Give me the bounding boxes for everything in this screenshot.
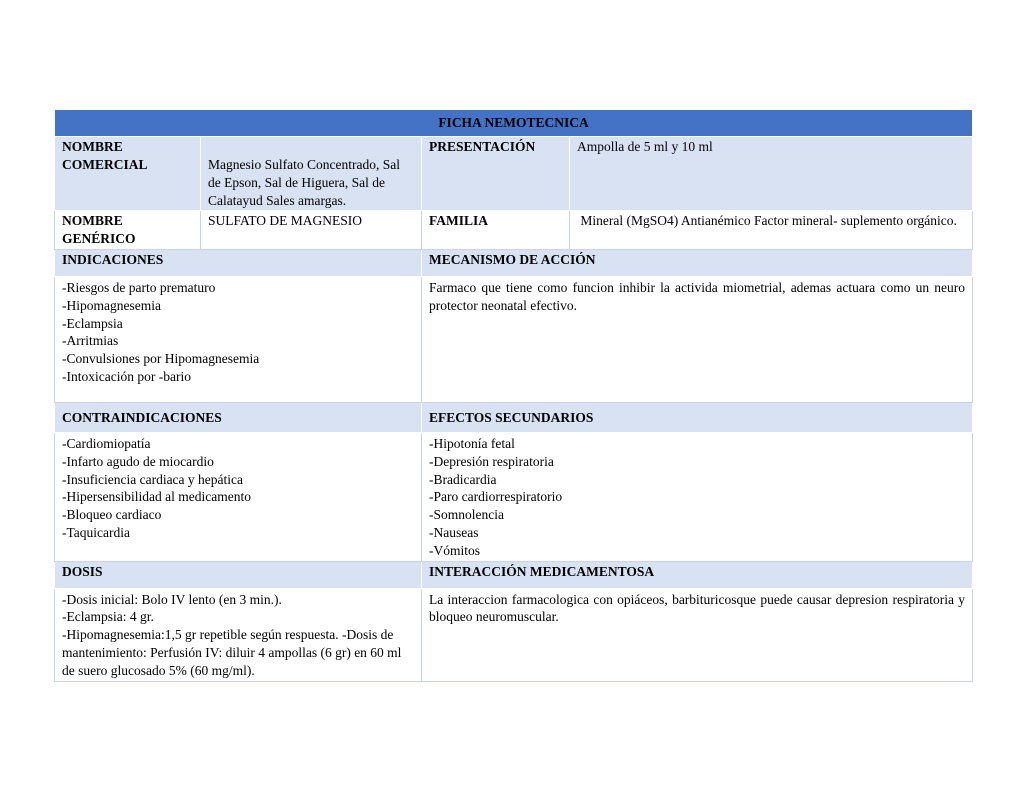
contraindicaciones-content-row bbox=[55, 432, 973, 561]
ficha-nemotecnica-table bbox=[54, 109, 973, 682]
indicaciones-label: INDICACIONES bbox=[55, 249, 422, 276]
familia-value: Mineral (MgSO4) Antianémico Factor mineral- suplemento orgánico. bbox=[570, 211, 973, 250]
efectos-list: -Hipotonía fetal -Depresión respiratoria -Bradicardia -Paro cardiorrespiratorio -Somnolencia -Nauseas -Vómitos bbox=[422, 432, 973, 561]
dosis-header-row bbox=[55, 561, 973, 588]
contraindicaciones-list: -Cardiomiopatía -Infarto agudo de miocardio -Insuficiencia cardiaca y hepática -Hipersensibilidad al medicamento -Bloqueo cardiaco -Taquicardia bbox=[55, 432, 422, 561]
interaccion-text: La interaccion farmacologica con opiáceos, barbituricosque puede causar depresion respiratoria y bloqueo neuromuscular. bbox=[422, 588, 973, 681]
nombre-generico-label: NOMBRE GENÉRICO bbox=[55, 211, 201, 250]
presentacion-label: PRESENTACIÓN bbox=[422, 137, 570, 211]
nombre-comercial-value: Magnesio Sulfato Concentrado, Sal de Epson, Sal de Higuera, Sal de Calatayud Sales amargas. bbox=[201, 137, 422, 211]
nombre-generico-row bbox=[55, 211, 973, 250]
dosis-list: -Dosis inicial: Bolo IV lento (en 3 min.). -Eclampsia: 4 gr. -Hipomagnesemia:1,5 gr repetible según respuesta. -Dosis de mantenimiento: Perfusión IV: diluir 4 ampollas (6 gr) en 60 ml de suero glucosado 5% (60 mg/ml). bbox=[55, 588, 422, 681]
nombre-comercial-label: NOMBRE COMERCIAL bbox=[55, 137, 201, 211]
indicaciones-header-row bbox=[55, 249, 973, 276]
nombre-comercial-row bbox=[55, 137, 973, 211]
title-row bbox=[55, 110, 973, 137]
mecanismo-text: Farmaco que tiene como funcion inhibir la activida miometrial, ademas actuara como un neuro protector neonatal efectivo. bbox=[422, 276, 973, 402]
presentacion-value: Ampolla de 5 ml y 10 ml bbox=[570, 137, 973, 211]
contraindicaciones-header-row bbox=[55, 402, 973, 432]
indicaciones-list: -Riesgos de parto prematuro -Hipomagnesemia -Eclampsia -Arritmias -Convulsiones por Hipomagnesemia -Intoxicación por -bario bbox=[55, 276, 422, 402]
mecanismo-label: MECANISMO DE ACCIÓN bbox=[422, 249, 973, 276]
dosis-label: DOSIS bbox=[55, 561, 422, 588]
contraindicaciones-label: CONTRAINDICACIONES bbox=[55, 402, 422, 432]
nombre-generico-value: SULFATO DE MAGNESIO bbox=[201, 211, 422, 250]
interaccion-label: INTERACCIÓN MEDICAMENTOSA bbox=[422, 561, 973, 588]
page-title: FICHA NEMOTECNICA bbox=[55, 110, 973, 137]
dosis-content-row bbox=[55, 588, 973, 681]
efectos-label: EFECTOS SECUNDARIOS bbox=[422, 402, 973, 432]
familia-label: FAMILIA bbox=[422, 211, 570, 250]
indicaciones-content-row bbox=[55, 276, 973, 402]
